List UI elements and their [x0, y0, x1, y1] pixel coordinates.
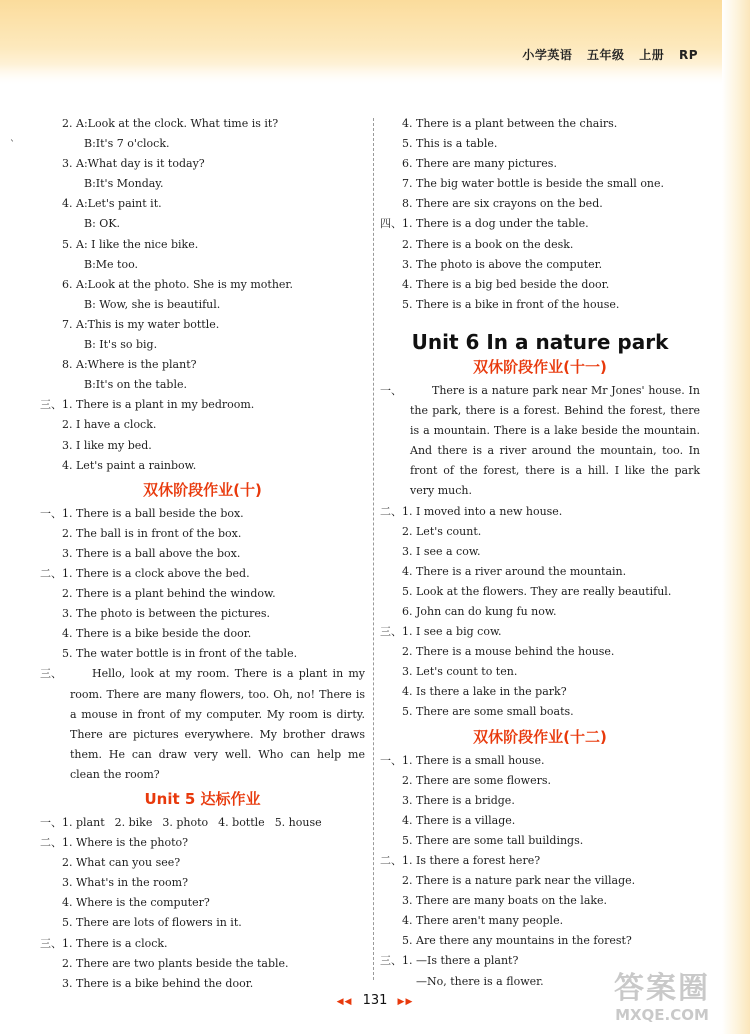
- answer-line: 6. There are many pictures.: [402, 157, 557, 171]
- answer-line: 三、 1. There is a clock.: [40, 936, 168, 950]
- answer-line: 一、 1. There is a small house.: [380, 753, 545, 767]
- answer-line: 5. Look at the flowers. They are really beautiful.: [402, 584, 672, 598]
- answer-line: 3. There is a bike behind the door.: [62, 976, 254, 990]
- answer-line: 2. There is a mouse behind the house.: [402, 645, 615, 659]
- header-volume: 上册: [639, 48, 665, 62]
- dialogue-line-a: 2. A:Look at the clock. What time is it?: [62, 117, 279, 130]
- answer-line: 三、 1. I see a big cow.: [380, 625, 502, 639]
- answer-line: 二、 1. Is there a forest here?: [380, 854, 541, 867]
- word-item: 3. photo: [162, 816, 209, 829]
- answer-line: 二、 1. I moved into a new house.: [380, 504, 563, 518]
- watermark-logo: 答案圈 MXQE.COM: [614, 971, 710, 1024]
- answer-line: 4. There is a bike beside the door.: [62, 627, 252, 641]
- dialogue-line-b: B: OK.: [84, 217, 121, 231]
- word-item: 2. bike: [114, 816, 153, 829]
- section-title-hw10: 双休阶段作业(十): [143, 480, 262, 499]
- answer-line: 三、 1. —Is there a plant?: [380, 954, 519, 968]
- dialogue-line-b: B: Wow, she is beautiful.: [84, 297, 221, 311]
- answer-line: 5. There are lots of flowers in it.: [62, 916, 242, 930]
- column-divider: [373, 118, 374, 980]
- section-marker: 一、: [380, 383, 402, 397]
- answer-line: 2. There is a plant behind the window.: [62, 587, 276, 601]
- section-title-hw11: 双休阶段作业(十一): [473, 357, 607, 376]
- answer-line: 4. There is a plant between the chairs.: [402, 117, 618, 130]
- answer-line: 5. This is a table.: [402, 137, 498, 151]
- answer-line: 5. There are some small boats.: [402, 705, 574, 719]
- answer-line: 2. The ball is in front of the box.: [62, 526, 242, 540]
- answer-line: 5. Are there any mountains in the forest?: [402, 934, 632, 948]
- header-subject: 小学英语: [522, 48, 573, 62]
- dialogue-line-a: 3. A:What day is it today?: [62, 157, 205, 171]
- answer-line: 3. There are many boats on the lake.: [402, 894, 608, 908]
- answer-line: 2. There are two plants beside the table.: [62, 956, 289, 970]
- answer-line: 4. There is a village.: [402, 813, 516, 827]
- dialogue-line-a: 4. A:Let's paint it.: [62, 197, 162, 211]
- next-arrows-icon: ▶▶: [397, 997, 414, 1007]
- section-title-unit5: Unit 5 达标作业: [144, 790, 261, 808]
- dialogue-line-a: 7. A:This is my water bottle.: [62, 317, 220, 331]
- answer-line: 2. There is a book on the desk.: [402, 237, 574, 251]
- answer-line: 2. Let's count.: [402, 524, 482, 538]
- section-marker: 三、: [40, 667, 62, 681]
- answer-line: 5. The water bottle is in front of the table.: [62, 647, 298, 661]
- page-edge-band: [722, 0, 750, 1034]
- answer-line: 3. There is a ball above the box.: [62, 546, 241, 560]
- section-title-hw12: 双休阶段作业(十二): [473, 727, 607, 746]
- answer-line: 2. What can you see?: [62, 856, 181, 870]
- answer-line: 8. There are six crayons on the bed.: [402, 197, 603, 211]
- header-grade: 五年级: [587, 48, 625, 62]
- word-item: 4. bottle: [218, 816, 265, 829]
- answer-line: 一、 1. There is a ball beside the box.: [40, 506, 244, 520]
- prev-arrows-icon: ◀◀: [336, 997, 353, 1007]
- answer-line: 三、 1. There is a plant in my bedroom.: [40, 398, 255, 412]
- answer-line: 7. The big water bottle is beside the small one.: [402, 177, 665, 191]
- answer-line: 2. I have a clock.: [62, 418, 157, 432]
- answer-line: 3. Let's count to ten.: [402, 665, 518, 679]
- left-column: [40, 114, 365, 994]
- dialogue-line-b: B: It's so big.: [84, 338, 158, 352]
- unit5-word-list: [62, 813, 332, 833]
- answer-line: 3. I see a cow.: [402, 544, 481, 558]
- dialogue-line-b: B:It's Monday.: [84, 177, 164, 191]
- unit-6-title: Unit 6 In a nature park: [411, 329, 669, 354]
- right-column: [380, 114, 700, 992]
- answer-line: —No, there is a flower.: [416, 974, 544, 988]
- answer-line: 5. There are some tall buildings.: [402, 833, 584, 847]
- passage-paragraph: There is a nature park near Mr Jones' house. In the park, there is a forest. Behind the forest, there is a mountain. There is a lake beside the mountain. And there is a river around the mountain, too. In front of the forest, there is a hill. I like the park very much.: [410, 383, 700, 498]
- answer-line: 4. There is a river around the mountain.: [402, 564, 627, 578]
- answer-line: 2. There are some flowers.: [402, 773, 552, 787]
- answer-line: 3. There is a bridge.: [402, 793, 515, 807]
- answer-line: 2. There is a nature park near the village.: [402, 874, 636, 888]
- answer-line: 4. There aren't many people.: [402, 914, 564, 928]
- answer-line: 4. Is there a lake in the park?: [402, 685, 567, 699]
- dialogue-line-a: 5. A: I like the nice bike.: [62, 237, 199, 251]
- answer-line: 3. I like my bed.: [62, 438, 152, 452]
- dialogue-line-b: B:It's on the table.: [84, 378, 187, 392]
- answer-line: 四、 1. There is a dog under the table.: [380, 217, 589, 231]
- answer-line: 二、 1. There is a clock above the bed.: [40, 566, 250, 580]
- header-band: [0, 0, 750, 86]
- dialogue-line-b: B:It's 7 o'clock.: [84, 137, 170, 151]
- answer-line: 4. Let's paint a rainbow.: [62, 458, 197, 472]
- dialogue-line-a: 8. A:Where is the plant?: [62, 358, 197, 372]
- word-item: 1. plant: [62, 816, 105, 829]
- header-edition: RP: [678, 48, 698, 62]
- answer-line: 3. The photo is between the pictures.: [62, 607, 271, 621]
- dialogue-line-b: B:Me too.: [84, 257, 139, 271]
- answer-line: 3. What's in the room?: [62, 876, 188, 890]
- passage-paragraph: Hello, look at my room. There is a plant in my room. There are many flowers, too. Oh, no! There is a mouse in front of my computer. My room is dirty. There are pictures everywhere. My brother draws them. He can draw very well. Who can help me clean the room?: [70, 667, 365, 781]
- answer-line: 二、 1. Where is the photo?: [40, 836, 189, 850]
- answer-line: 3. The photo is above the computer.: [402, 257, 603, 271]
- answer-line: 5. There is a bike in front of the house.: [402, 297, 620, 311]
- answer-line: 一、 1. plant 2. bike 3. photo 4. bottle 5. house: [40, 813, 365, 833]
- word-item: 5. house: [274, 816, 322, 829]
- dialogue-line-a: 6. A:Look at the photo. She is my mother.: [62, 277, 293, 291]
- answer-line: 4. Where is the computer?: [62, 896, 210, 910]
- answer-line: 4. There is a big bed beside the door.: [402, 277, 610, 291]
- answer-line: 6. John can do kung fu now.: [402, 604, 557, 618]
- book-header: [512, 46, 698, 63]
- page-number: 131: [362, 993, 388, 1008]
